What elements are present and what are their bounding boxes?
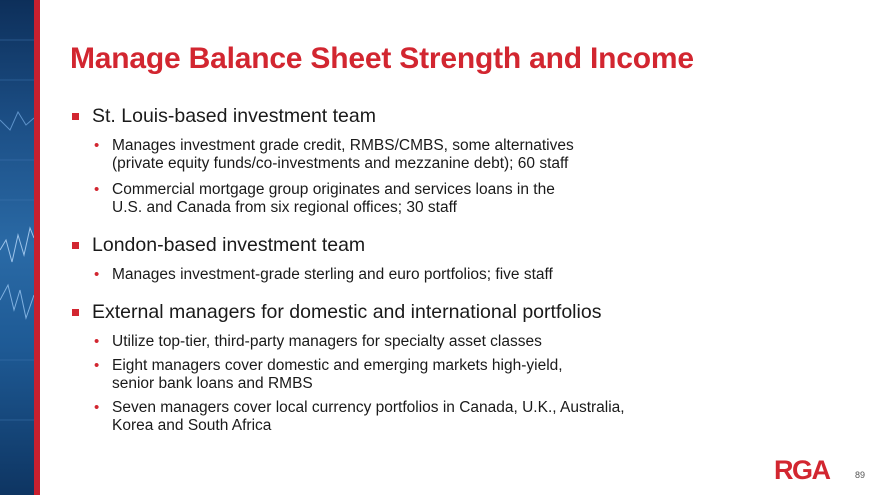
list-item: • Eight managers cover domestic and emerging markets high-yield, senior bank loans and RMBS bbox=[94, 357, 563, 392]
decorative-side-image bbox=[0, 0, 34, 495]
list-item: • Commercial mortgage group originates and services loans in the U.S. and Canada from six regional offices; 30 staff bbox=[94, 181, 555, 216]
list-item: • Manages investment-grade sterling and euro portfolios; five staff bbox=[94, 266, 553, 283]
list-item: • Seven managers cover local currency portfolios in Canada, U.K., Australia, Korea and South Africa bbox=[94, 399, 625, 434]
square-bullet-icon bbox=[72, 113, 79, 120]
dot-bullet-icon: • bbox=[94, 266, 100, 283]
section-london bbox=[72, 233, 832, 284]
logo-text: RGA bbox=[774, 456, 830, 482]
chart-lines-graphic bbox=[0, 0, 34, 495]
section-external bbox=[72, 300, 832, 435]
page-number: 89 bbox=[855, 470, 866, 480]
square-bullet-icon bbox=[72, 309, 79, 316]
section-heading: St. Louis-based investment team bbox=[72, 104, 832, 128]
section-heading: London-based investment team bbox=[72, 233, 832, 257]
dot-bullet-icon: • bbox=[94, 137, 100, 154]
rga-logo bbox=[774, 456, 838, 482]
square-bullet-icon bbox=[72, 242, 79, 249]
dot-bullet-icon: • bbox=[94, 181, 100, 198]
section-heading: External managers for domestic and international portfolios bbox=[72, 300, 832, 324]
list-item: • Manages investment grade credit, RMBS/CMBS, some alternatives (private equity funds/co-investments and mezzanine debt); 60 staff bbox=[94, 137, 574, 172]
slide-title: Manage Balance Sheet Strength and Income bbox=[70, 42, 694, 75]
section-st-louis bbox=[72, 104, 832, 217]
dot-bullet-icon: • bbox=[94, 357, 100, 374]
accent-rule bbox=[34, 0, 40, 495]
dot-bullet-icon: • bbox=[94, 333, 100, 350]
list-item: • Utilize top-tier, third-party managers for specialty asset classes bbox=[94, 333, 542, 350]
dot-bullet-icon: • bbox=[94, 399, 100, 416]
slide-body bbox=[72, 104, 832, 435]
